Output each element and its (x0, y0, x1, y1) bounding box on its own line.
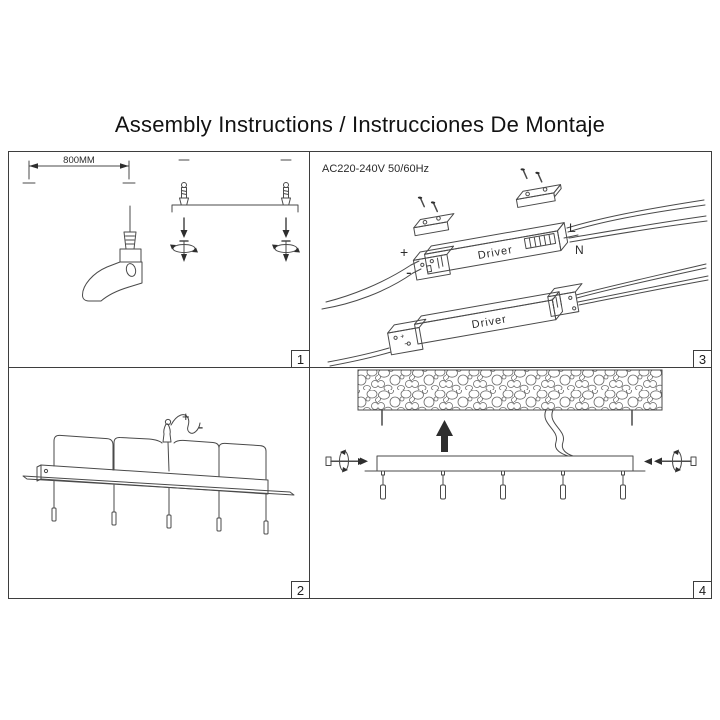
ceiling-texture (358, 370, 662, 410)
step2-drawing (9, 368, 310, 596)
screw-rotation-icon (272, 241, 300, 262)
bracket-line (172, 205, 298, 212)
negative-label: - (198, 419, 204, 436)
driver-label: Driver (476, 244, 514, 262)
drill-icon (83, 206, 143, 301)
up-arrow-icon (436, 420, 453, 452)
panel-step-1-drilling (9, 152, 310, 368)
step-number-badge: 3 (693, 350, 711, 367)
live-wire-label: L (569, 221, 576, 235)
light-fixture-drawing (23, 409, 294, 534)
cover-plate (413, 214, 457, 236)
driver-assembled-drawing (328, 264, 708, 366)
cover-plate (515, 185, 563, 208)
wall-plug-icon (281, 160, 291, 205)
insert-arrow-icon (181, 218, 290, 238)
side-screw-rotation-right-icon (644, 450, 696, 473)
driver-label: Driver (470, 313, 508, 332)
panel-step-3-wiring (310, 152, 711, 368)
terminal-positive-label: + (399, 333, 406, 341)
step1-drawing (9, 152, 310, 367)
step-number-badge: 1 (291, 350, 309, 367)
page-title: Assembly Instructions / Instrucciones De Montaje (114, 112, 606, 137)
dimension-800mm (23, 155, 135, 183)
pendant-cables (381, 471, 626, 499)
step-number-badge: 4 (693, 581, 711, 598)
panel-step-4-mounting (310, 368, 711, 598)
steps-grid (8, 151, 712, 599)
canopy-bar (377, 456, 633, 471)
step-number-badge: 2 (291, 581, 309, 598)
connector-plug-icon (163, 419, 171, 471)
positive-label: + (182, 409, 190, 424)
wire-positive-label: + (400, 244, 409, 260)
neutral-wire-label: N (575, 243, 584, 257)
step3-drawing (310, 152, 710, 367)
ceiling-wires (545, 410, 573, 456)
panel-step-2-fixture (9, 368, 310, 598)
driver-exploded-drawing (322, 162, 707, 309)
side-screw-rotation-left-icon (326, 450, 368, 473)
terminal-negative-label: - (403, 337, 409, 349)
step4-drawing (310, 368, 710, 596)
wall-plug-icon (179, 160, 189, 205)
wire-negative-label: - (406, 263, 412, 282)
screw-rotation-icon (170, 241, 198, 262)
screw-icon (417, 193, 437, 214)
screw-icon (520, 165, 542, 185)
power-rating-label: AC220-240V 50/60Hz (322, 163, 430, 175)
dimension-label: 800MM (63, 155, 95, 166)
